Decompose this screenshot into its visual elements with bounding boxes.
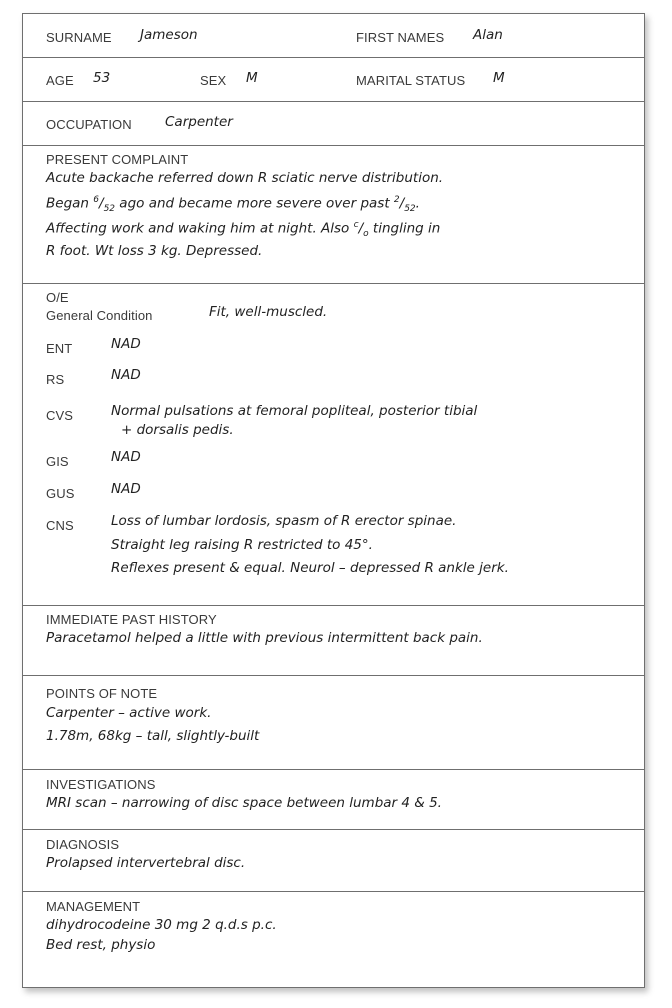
ent-label: ENT: [46, 341, 73, 356]
rs-value: NAD: [111, 367, 141, 383]
marital-status-label: MARITAL STATUS: [356, 73, 466, 88]
investigations-section: [23, 769, 644, 829]
diagnosis-section: [23, 829, 644, 891]
points-of-note-section: [23, 675, 644, 769]
management-line: dihydrocodeine 30 mg 2 q.d.s p.c.: [46, 917, 277, 933]
ent-value: NAD: [111, 336, 141, 352]
age-value: 53: [93, 70, 111, 86]
cns-value-line: Reflexes present & equal. Neurol – depressed R ankle jerk.: [111, 560, 509, 576]
sex-value: M: [246, 70, 258, 86]
points-of-note-label: POINTS OF NOTE: [46, 686, 158, 701]
rs-label: RS: [46, 372, 65, 387]
management-section: [23, 891, 644, 987]
name-row: [23, 14, 644, 58]
occupation-label: OCCUPATION: [46, 117, 132, 132]
patient-case-notes-card: [22, 13, 645, 988]
investigations-line: MRI scan – narrowing of disc space between lumbar 4 & 5.: [46, 795, 442, 811]
immediate-past-history-section: [23, 605, 644, 675]
cvs-value-line: + dorsalis pedis.: [121, 422, 234, 438]
general-condition-label: General Condition: [46, 308, 153, 323]
present-complaint-section: [23, 145, 644, 283]
points-of-note-line: Carpenter – active work.: [46, 705, 212, 721]
management-label: MANAGEMENT: [46, 899, 141, 914]
present-complaint-line: Began $^6/_{52}$ ago and became more severe over past $^2/_{52}$.: [46, 195, 420, 215]
diagnosis-line: Prolapsed intervertebral disc.: [46, 855, 246, 871]
surname-value: Jameson: [140, 27, 198, 43]
demographics-row: [23, 57, 644, 101]
cvs-label: CVS: [46, 408, 74, 423]
examination-section: [23, 283, 644, 605]
points-of-note-line: 1.78m, 68kg – tall, slightly-built: [46, 728, 260, 744]
gis-value: NAD: [111, 449, 141, 465]
gus-label: GUS: [46, 486, 75, 501]
occupation-value: Carpenter: [165, 114, 233, 130]
age-label: AGE: [46, 73, 74, 88]
management-line: Bed rest, physio: [46, 937, 156, 953]
sex-label: SEX: [200, 73, 227, 88]
occupation-row: [23, 101, 644, 145]
immediate-past-history-label: IMMEDIATE PAST HISTORY: [46, 612, 217, 627]
gis-label: GIS: [46, 454, 69, 469]
cns-value-line: Loss of lumbar lordosis, spasm of R erector spinae.: [111, 513, 457, 529]
examination-label: O/E: [46, 290, 69, 305]
investigations-label: INVESTIGATIONS: [46, 777, 156, 792]
present-complaint-line: R foot. Wt loss 3 kg. Depressed.: [46, 243, 263, 259]
marital-status-value: M: [493, 70, 505, 86]
cvs-value-line: Normal pulsations at femoral popliteal, posterior tibial: [111, 403, 478, 419]
immediate-past-history-line: Paracetamol helped a little with previous intermittent back pain.: [46, 630, 483, 646]
present-complaint-line: Acute backache referred down R sciatic nerve distribution.: [46, 170, 444, 186]
diagnosis-label: DIAGNOSIS: [46, 837, 120, 852]
cns-value-line: Straight leg raising R restricted to 45°.: [111, 537, 373, 553]
cns-label: CNS: [46, 518, 74, 533]
general-condition-value: Fit, well-muscled.: [209, 304, 328, 320]
first-names-value: Alan: [473, 27, 503, 43]
gus-value: NAD: [111, 481, 141, 497]
surname-label: SURNAME: [46, 30, 112, 45]
present-complaint-line: Affecting work and waking him at night. Also $^c/_o$ tingling in: [46, 220, 441, 240]
present-complaint-label: PRESENT COMPLAINT: [46, 152, 189, 167]
first-names-label: FIRST NAMES: [356, 30, 445, 45]
